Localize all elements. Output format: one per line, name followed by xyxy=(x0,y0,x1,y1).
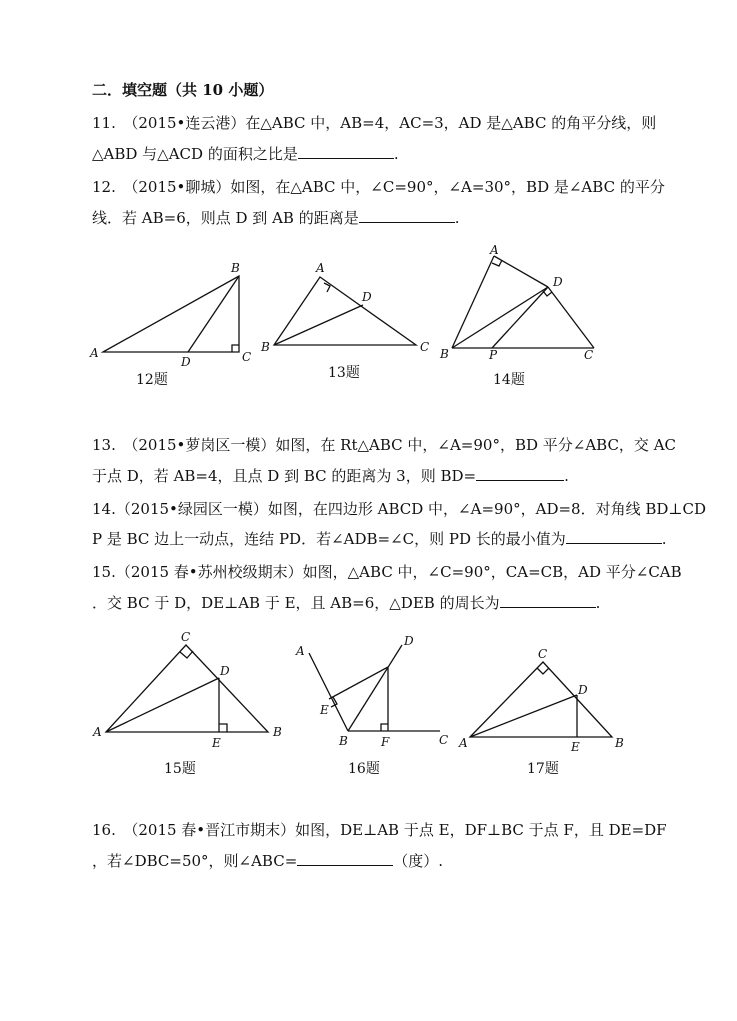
fig16-ray-bd xyxy=(348,645,402,731)
fig14-label-p: P xyxy=(489,348,498,362)
fig14-label-c: C xyxy=(584,348,594,362)
figure-16 xyxy=(295,634,448,777)
question-16-line1: 16. （2015 春•晋江市期末）如图，DE⊥AB 于点 E，DF⊥BC 于点 F，且 DE=DF xyxy=(92,821,667,839)
figure-15 xyxy=(92,630,282,777)
fig14-side-dc xyxy=(548,287,594,348)
fig12-right-angle-mark xyxy=(232,345,239,352)
fig12-triangle xyxy=(103,276,239,352)
question-14-text: P 是 BC 边上一动点，连结 PD．若∠ADB=∠C，则 PD 长的最小值为 xyxy=(92,530,566,548)
fig17-label-d: D xyxy=(578,683,588,697)
fig15-right-angle-e xyxy=(219,724,227,732)
fig17-caption: 17题 xyxy=(527,761,559,777)
question-16-text: ，若∠DBC=50°，则∠ABC= xyxy=(92,852,298,870)
question-11-text: △ABD 与△ACD 的面积之比是 xyxy=(92,145,298,163)
section-title: 二．填空题（共 10 小题） xyxy=(92,81,274,99)
fig13-label-c: C xyxy=(420,340,430,354)
fig14-caption: 14题 xyxy=(493,372,525,388)
figure-12 xyxy=(89,261,251,388)
fig17-triangle xyxy=(470,662,612,737)
figure-17 xyxy=(458,647,624,777)
question-12-end: . xyxy=(454,209,460,227)
fig13-right-angle-mark xyxy=(324,283,330,292)
fig13-label-b: B xyxy=(261,340,270,354)
fig17-label-a: A xyxy=(459,736,468,750)
question-15-line1: 15.（2015 春•苏州校级期末）如图，△ABC 中，∠C=90°，CA=CB，AD 平分∠CAB xyxy=(92,563,682,581)
fig16-label-b: B xyxy=(339,734,348,748)
fig16-label-f: F xyxy=(381,735,390,749)
fig15-caption: 15题 xyxy=(164,761,196,777)
question-15-text: ．交 BC 于 D，DE⊥AB 于 E，且 AB=6，△DEB 的周长为 xyxy=(92,594,500,612)
fig12-label-c: C xyxy=(242,350,252,364)
question-16-end: （度）. xyxy=(393,852,444,870)
fig15-label-a: A xyxy=(93,725,102,739)
fig13-caption: 13题 xyxy=(328,365,360,381)
fig15-label-e: E xyxy=(212,736,221,750)
fig15-right-angle-c xyxy=(180,651,193,658)
fig16-label-d: D xyxy=(404,634,414,648)
fig15-label-b: B xyxy=(273,725,282,739)
question-15-end: . xyxy=(595,594,601,612)
fig14-label-b: B xyxy=(440,347,449,361)
fig13-label-d: D xyxy=(362,290,372,304)
fig13-label-a: A xyxy=(316,261,325,275)
fig12-label-d: D xyxy=(181,355,191,369)
question-13-end: . xyxy=(564,467,569,485)
fig14-label-d: D xyxy=(553,275,563,289)
fig14-label-a: A xyxy=(490,243,499,257)
fig16-caption: 16题 xyxy=(348,761,380,777)
fig15-bisector-ad xyxy=(106,678,219,732)
figure-14 xyxy=(439,243,594,388)
question-14-end: . xyxy=(661,530,667,548)
fig12-label-a: A xyxy=(90,346,99,360)
fig12-caption: 12题 xyxy=(136,372,168,388)
fig17-label-c: C xyxy=(538,647,548,661)
fig17-right-angle-c xyxy=(537,668,549,674)
fig17-bisector-ad xyxy=(470,695,577,737)
fig15-label-c: C xyxy=(181,630,191,644)
fig14-right-angle-d xyxy=(543,291,552,296)
fig12-label-b: B xyxy=(231,261,240,275)
fig17-label-e: E xyxy=(571,740,580,754)
fig16-label-c: C xyxy=(439,733,449,747)
question-13-line1: 13. （2015•萝岗区一模）如图，在 Rt△ABC 中，∠A=90°，BD 平分∠ABC，交 AC xyxy=(92,436,677,454)
fig16-label-e: E xyxy=(320,703,329,717)
question-14-line1: 14.（2015•绿园区一模）如图，在四边形 ABCD 中，∠A=90°，AD=8．对角线 BD⊥CD xyxy=(92,500,707,518)
fig12-bisector-bd xyxy=(188,276,239,352)
fig17-label-b: B xyxy=(615,736,624,750)
fig16-right-angle-f xyxy=(381,724,388,731)
question-11-line1: 11. （2015•连云港）在△ABC 中，AB=4，AC=3，AD 是△ABC 的角平分线，则 xyxy=(92,114,657,132)
question-12-line1: 12. （2015•聊城）如图，在△ABC 中，∠C=90°，∠A=30°，BD 是∠ABC 的平分 xyxy=(92,178,665,196)
fig16-perpendicular-de xyxy=(329,667,388,699)
figure-13 xyxy=(260,261,429,381)
question-12-text: 线．若 AB=6，则点 D 到 AB 的距离是 xyxy=(92,209,359,227)
fig16-label-a: A xyxy=(296,644,305,658)
fig14-right-angle-a xyxy=(492,260,502,266)
fig15-label-d: D xyxy=(220,664,230,678)
question-11-end: . xyxy=(393,145,399,163)
question-13-text: 于点 D，若 AB=4，且点 D 到 BC 的距离为 3，则 BD= xyxy=(92,467,477,485)
